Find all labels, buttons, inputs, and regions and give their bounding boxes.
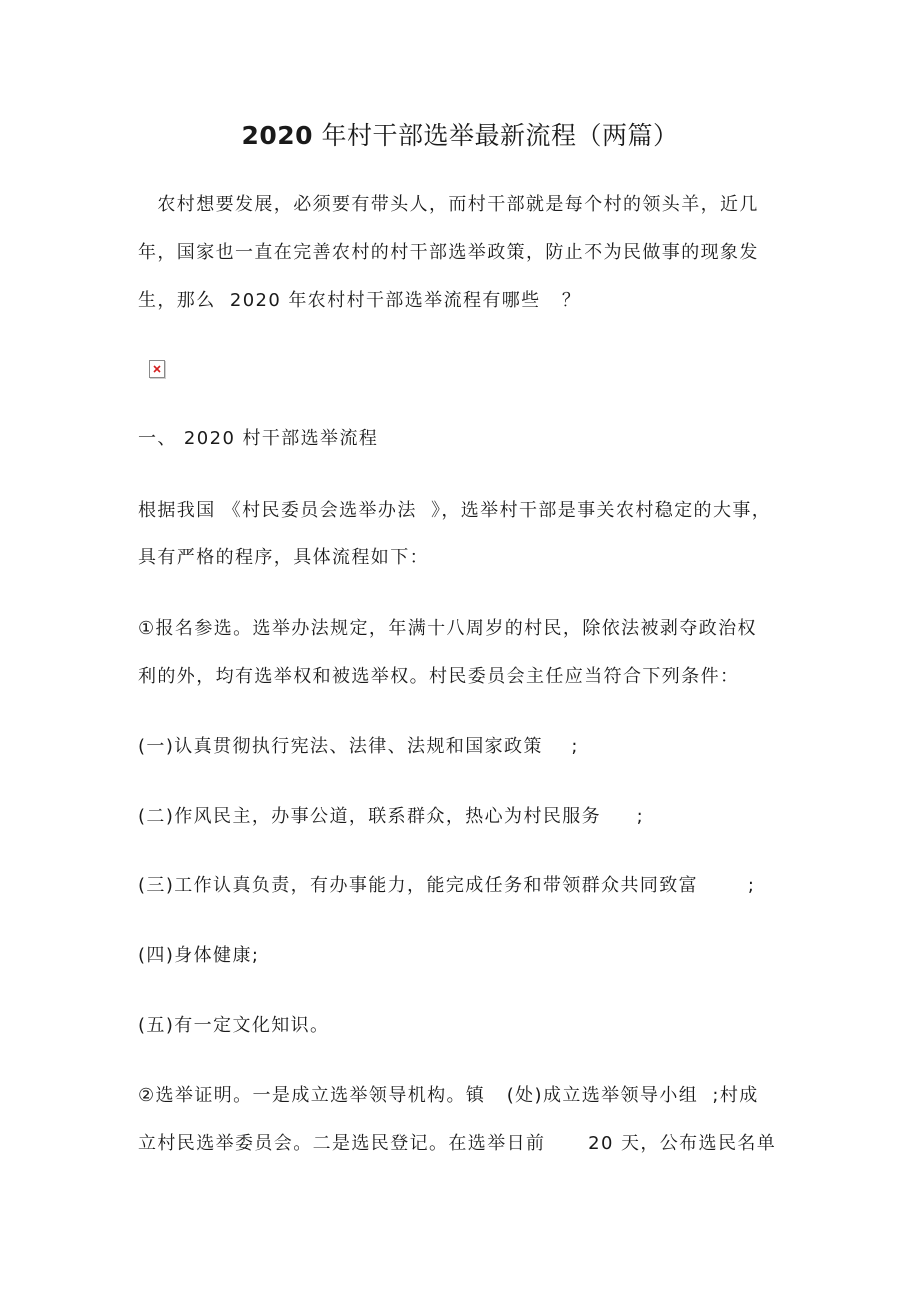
paragraph-line: ②选举证明。一是成立选举领导机构。镇 (处)成立选举领导小组 ;村成: [138, 1085, 759, 1106]
paragraph-line: 根据我国 《村民委员会选举办法 》，选举村干部是事关农村稳定的大事，: [138, 500, 772, 521]
condition-item-1: (一)认真贯彻执行宪法、法律、法规和国家政策 ;: [138, 736, 579, 757]
title-text: 年村干部选举最新流程（两篇）: [313, 121, 679, 150]
document-title: [0, 118, 920, 154]
section-heading: 一、 2020 村干部选举流程: [138, 428, 379, 449]
title-year: 2020: [241, 121, 314, 150]
broken-image-icon: [149, 360, 165, 378]
paragraph-line: 利的外，均有选举权和被选举权。村民委员会主任应当符合下列条件：: [138, 666, 740, 687]
paragraph-line: 立村民选举委员会。二是选民登记。在选举日前 20 天，公布选民名单: [138, 1133, 777, 1154]
condition-item-5: (五)有一定文化知识。: [138, 1015, 330, 1036]
paragraph-line: 具有严格的程序，具体流程如下：: [138, 547, 429, 568]
intro-line-3: 生，那么 2020 年农村村干部选举流程有哪些 ？: [138, 290, 582, 311]
red-x-icon: [153, 364, 161, 374]
condition-item-2: (二)作风民主，办事公道，联系群众，热心为村民服务 ;: [138, 806, 645, 827]
paragraph-line: ①报名参选。选举办法规定，年满十八周岁的村民，除依法被剥夺政治权: [138, 618, 757, 639]
intro-line-2: 年，国家也一直在完善农村的村干部选举政策，防止不为民做事的现象发: [138, 242, 759, 263]
condition-item-3: (三)工作认真负责，有办事能力，能完成任务和带领群众共同致富 ;: [138, 875, 756, 896]
intro-line-1: 农村想要发展，必须要有带头人，而村干部就是每个村的领头羊，近几: [138, 194, 759, 215]
condition-item-4: (四)身体健康;: [138, 945, 260, 966]
